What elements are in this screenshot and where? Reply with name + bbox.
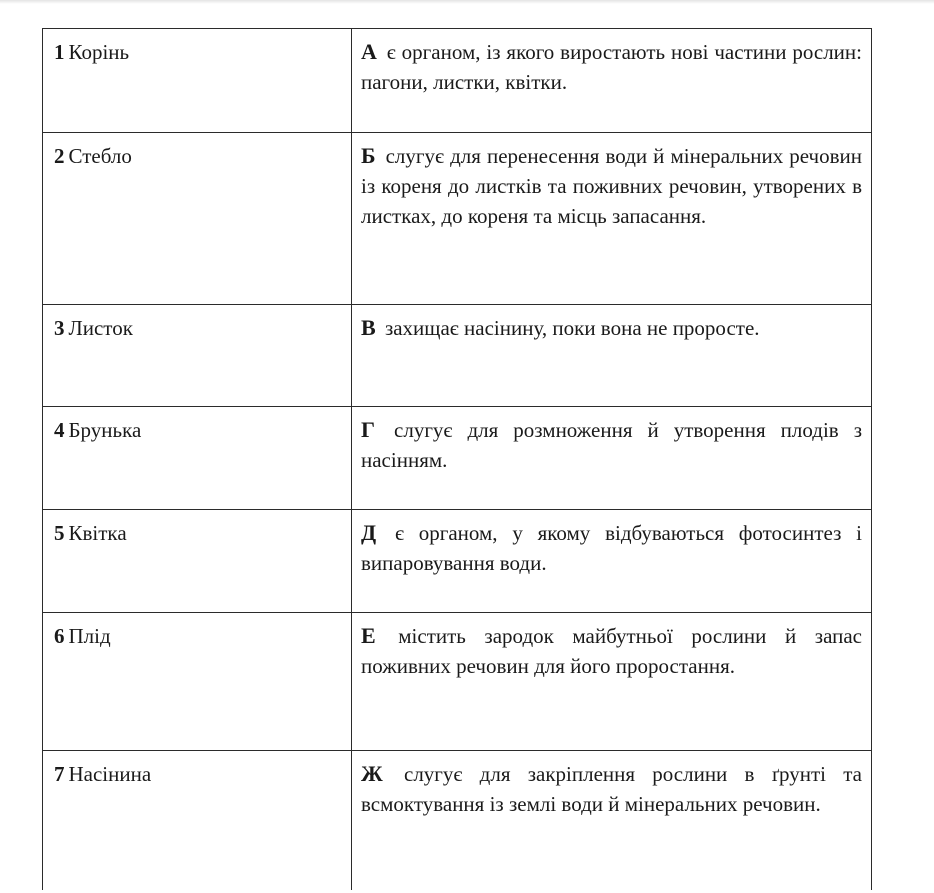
function-letter: Е bbox=[361, 623, 376, 648]
table-row bbox=[43, 407, 872, 510]
row-number: 4 bbox=[54, 418, 65, 442]
function-cell bbox=[352, 133, 872, 305]
function-letter: Б bbox=[361, 143, 376, 168]
function-letter: Д bbox=[361, 520, 377, 545]
function-description: слугує для розмноження й утворення плодів з насінням. bbox=[361, 418, 862, 472]
row-number: 2 bbox=[54, 144, 65, 168]
organ-cell bbox=[43, 133, 352, 305]
row-number: 6 bbox=[54, 624, 65, 648]
function-description: захищає насінину, поки вона не проросте. bbox=[384, 316, 760, 340]
organ-name: Стебло bbox=[68, 144, 132, 168]
organ-cell bbox=[43, 510, 352, 613]
organ-name: Брунька bbox=[68, 418, 142, 442]
function-cell bbox=[352, 407, 872, 510]
page-top-shadow bbox=[0, 0, 934, 4]
function-letter: Г bbox=[361, 417, 375, 442]
organ-cell bbox=[43, 613, 352, 751]
organ-name: Квітка bbox=[68, 521, 127, 545]
function-description: слугує для перенесення води й мінеральних речовин із кореня до листків та поживних речовин, утворених в листках, до кореня та місць запасання. bbox=[361, 144, 863, 228]
organ-name: Насінина bbox=[68, 762, 152, 786]
table-row bbox=[43, 29, 872, 133]
table-row bbox=[43, 613, 872, 751]
organ-cell bbox=[43, 407, 352, 510]
function-cell bbox=[352, 29, 872, 133]
organ-cell bbox=[43, 29, 352, 133]
matching-table bbox=[42, 28, 872, 890]
function-cell bbox=[352, 510, 872, 613]
function-description: є органом, у якому відбуваються фотосинтез і випаровування води. bbox=[361, 521, 863, 575]
function-description: слугує для закріплення рослини в ґрунті та всмоктування із землі води й мінеральних речовин. bbox=[361, 762, 862, 816]
organ-cell bbox=[43, 305, 352, 407]
function-letter: А bbox=[361, 39, 377, 64]
function-description: є органом, із якого виростають нові частини рослин: пагони, листки, квітки. bbox=[361, 40, 862, 94]
table-row bbox=[43, 305, 872, 407]
function-cell bbox=[352, 751, 872, 890]
function-cell bbox=[352, 613, 872, 751]
function-description: містить зародок майбутньої рослини й запас поживних речовин для його проростання. bbox=[361, 624, 862, 678]
row-number: 5 bbox=[54, 521, 65, 545]
function-letter: Ж bbox=[361, 761, 383, 786]
row-number: 7 bbox=[54, 762, 65, 786]
table-row bbox=[43, 751, 872, 890]
function-letter: В bbox=[361, 315, 376, 340]
organ-name: Плід bbox=[68, 624, 111, 648]
organ-cell bbox=[43, 751, 352, 890]
row-number: 1 bbox=[54, 40, 65, 64]
table-row bbox=[43, 510, 872, 613]
organ-name: Листок bbox=[68, 316, 133, 340]
function-cell bbox=[352, 305, 872, 407]
organ-name: Корінь bbox=[68, 40, 130, 64]
row-number: 3 bbox=[54, 316, 65, 340]
table-row bbox=[43, 133, 872, 305]
